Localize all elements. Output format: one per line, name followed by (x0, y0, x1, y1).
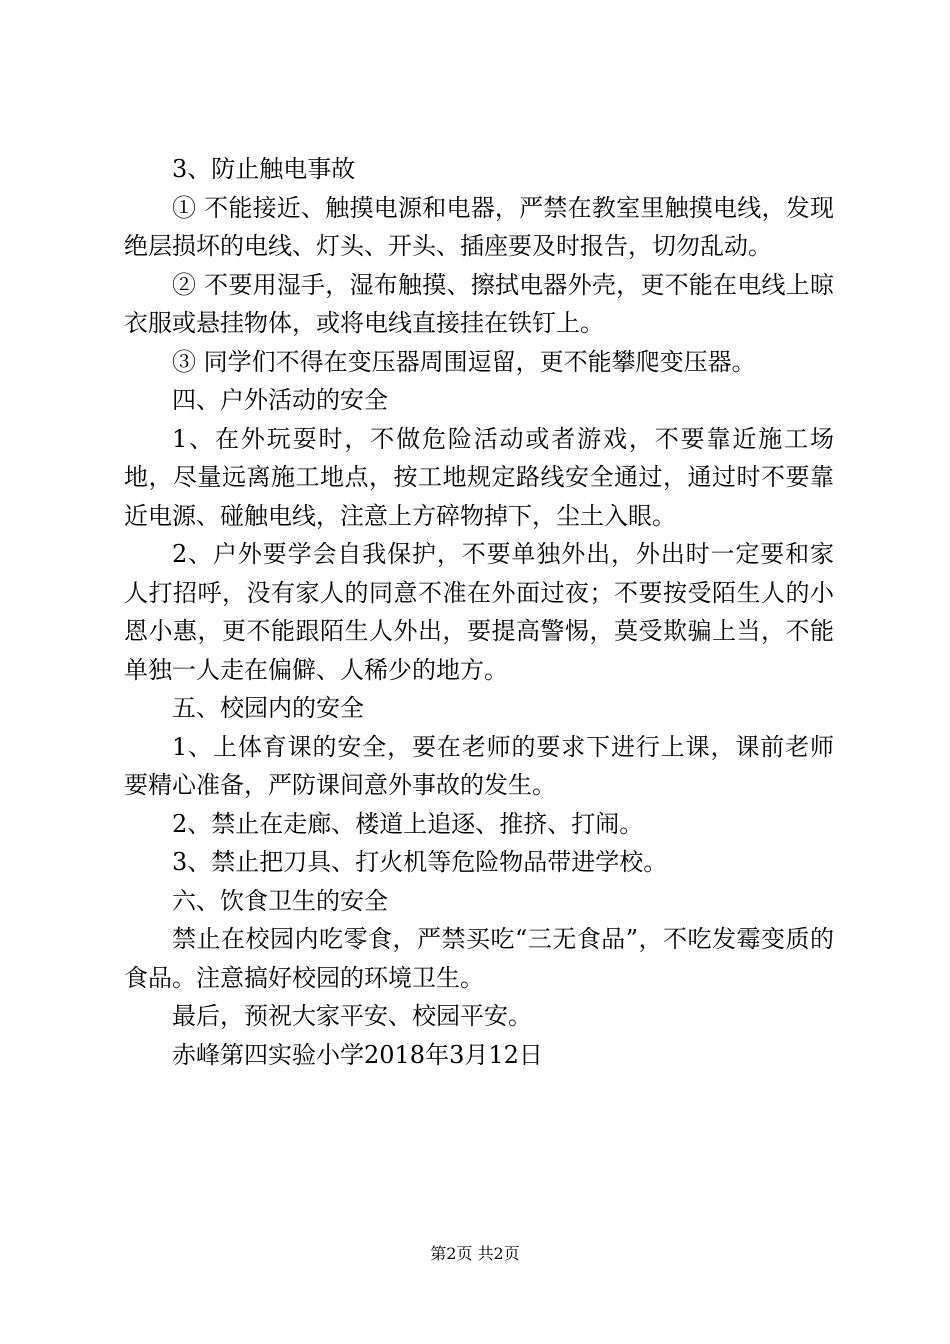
page-number-footer: 第2页 共2页 (430, 1244, 520, 1263)
paragraph-outdoor-rule-1: 1、在外玩耍时，不做危险活动或者游戏，不要靠近施工场地，尽量远离施工地点，按工地规定路线安全通过，通过时不要靠近电源、碰触电线，注意上方碎物掉下，尘土入眼。 (124, 424, 834, 530)
paragraph-electric-rule-3: ③ 同学们不得在变压器周围逗留，更不能攀爬变压器。 (172, 347, 756, 376)
paragraph-campus-rule-3: 3、禁止把刀具、打火机等危险物品带进学校。 (172, 848, 668, 876)
paragraph-campus-rule-2: 2、禁止在走廊、楼道上追逐、推挤、打闹。 (172, 809, 644, 838)
paragraph-campus-rule-1: 1、上体育课的安全，要在老师的要求下进行上课，课前老师要精心准备，严防课间意外事故的发生。 (124, 732, 834, 799)
section-heading-campus-safety: 五、校园内的安全 (172, 694, 364, 722)
document-body (124, 150, 834, 1074)
section-heading-outdoor-safety: 四、户外活动的安全 (172, 386, 388, 414)
section-heading-electric-safety: 3、防止触电事故 (172, 155, 356, 183)
section-heading-food-safety: 六、饮食卫生的安全 (172, 886, 388, 915)
signature-date-line: 赤峰第四实验小学2018年3月12日 (172, 1040, 543, 1069)
paragraph-electric-rule-1: ① 不能接近、触摸电源和电器，严禁在教室里触摸电线，发现绝层损坏的电线、灯头、开头、插座要及时报告，切勿乱动。 (124, 193, 834, 260)
paragraph-closing-wishes: 最后，预祝大家平安、校园平安。 (172, 1002, 532, 1030)
paragraph-food-rule: 禁止在校园内吃零食，严禁买吃“三无食品”，不吃发霉变质的食品。注意搞好校园的环境卫生。 (124, 925, 834, 992)
paragraph-outdoor-rule-2: 2、户外要学会自我保护，不要单独外出，外出时一定要和家人打招呼，没有家人的同意不准在外面过夜；不要按受陌生人的小恩小惠，更不能跟陌生人外出，要提高警惕，莫受欺骗上当，不能单独一人走在偏僻、人稀少的地方。 (124, 540, 834, 684)
paragraph-electric-rule-2: ② 不要用湿手，湿布触摸、擦拭电器外壳，更不能在电线上晾衣服或悬挂物体，或将电线直接挂在铁钉上。 (124, 270, 834, 337)
